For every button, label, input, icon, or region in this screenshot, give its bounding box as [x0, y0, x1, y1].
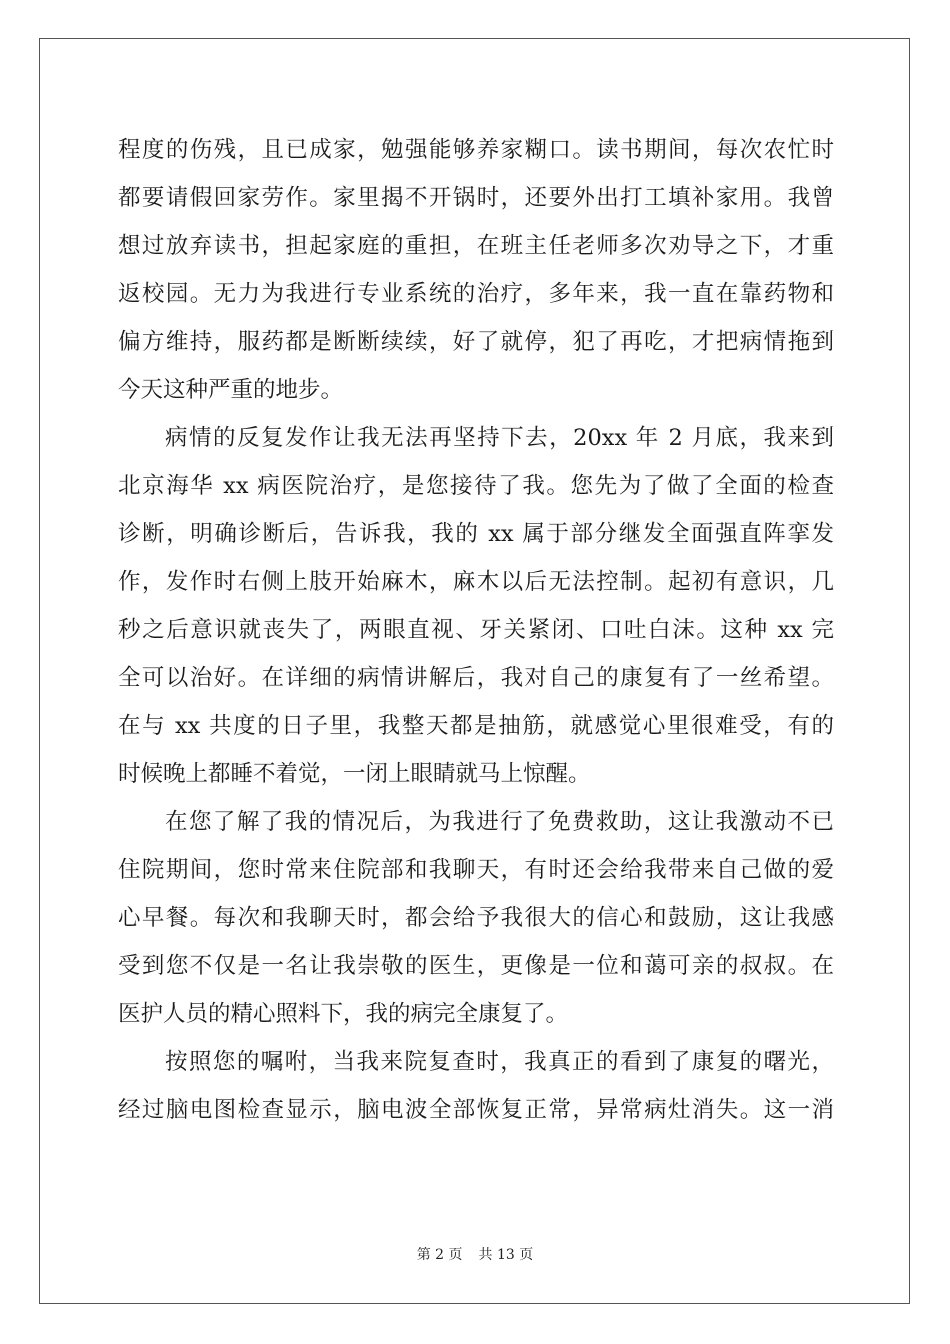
text-line: 时候晚上都睡不着觉，一闭上眼睛就马上惊醒。 [118, 761, 591, 787]
text-line: 在您了解了我的情况后，为我进行了免费救助，这让我激动不已 [165, 809, 834, 835]
text-line: 住院期间，您时常来住院部和我聊天，有时还会给我带来自己做的爱 [118, 857, 834, 883]
text-line: 按照您的嘱咐，当我来院复查时，我真正的看到了康复的曙光， [165, 1049, 834, 1075]
page-total: 共 13 页 [478, 1247, 534, 1263]
text-line: 想过放弃读书，担起家庭的重担，在班主任老师多次劝导之下，才重 [118, 233, 834, 259]
text-line: 作，发作时右侧上肢开始麻木，麻木以后无法控制。起初有意识，几 [118, 569, 834, 595]
text-line: 医护人员的精心照料下，我的病完全康复了。 [118, 1001, 569, 1027]
text-line: 偏方维持，服药都是断断续续，好了就停，犯了再吃，才把病情拖到 [118, 329, 834, 355]
text-line: 心早餐。每次和我聊天时，都会给予我很大的信心和鼓励，这让我感 [118, 905, 834, 931]
text-line: 诊断，明确诊断后，告诉我，我的 xx 属于部分继发全面强直阵挛发 [118, 521, 834, 547]
text-line: 北京海华 xx 病医院治疗，是您接待了我。您先为了做了全面的检查 [118, 473, 834, 499]
text-line: 全可以治好。在详细的病情讲解后，我对自己的康复有了一丝希望。 [118, 665, 834, 691]
text-line: 都要请假回家劳作。家里揭不开锅时，还要外出打工填补家用。我曾 [118, 185, 834, 211]
text-line: 今天这种严重的地步。 [118, 377, 344, 403]
text-line: 返校园。无力为我进行专业系统的治疗，多年来，我一直在靠药物和 [118, 281, 834, 307]
text-line: 受到您不仅是一名让我崇敬的医生，更像是一位和蔼可亲的叔叔。在 [118, 953, 834, 979]
page-footer [0, 1244, 950, 1264]
text-line: 秒之后意识就丧失了，两眼直视、牙关紧闭、口吐白沫。这种 xx 完 [118, 617, 834, 643]
text-line: 病情的反复发作让我无法再坚持下去，20xx 年 2 月底，我来到 [165, 425, 834, 451]
text-line: 程度的伤残，且已成家，勉强能够养家糊口。读书期间，每次农忙时 [118, 137, 834, 163]
page-number: 第 2 页 [416, 1247, 463, 1263]
document-body [118, 126, 834, 1134]
text-line: 经过脑电图检查显示，脑电波全部恢复正常，异常病灶消失。这一消 [118, 1097, 834, 1123]
text-line: 在与 xx 共度的日子里，我整天都是抽筋，就感觉心里很难受，有的 [118, 713, 834, 739]
